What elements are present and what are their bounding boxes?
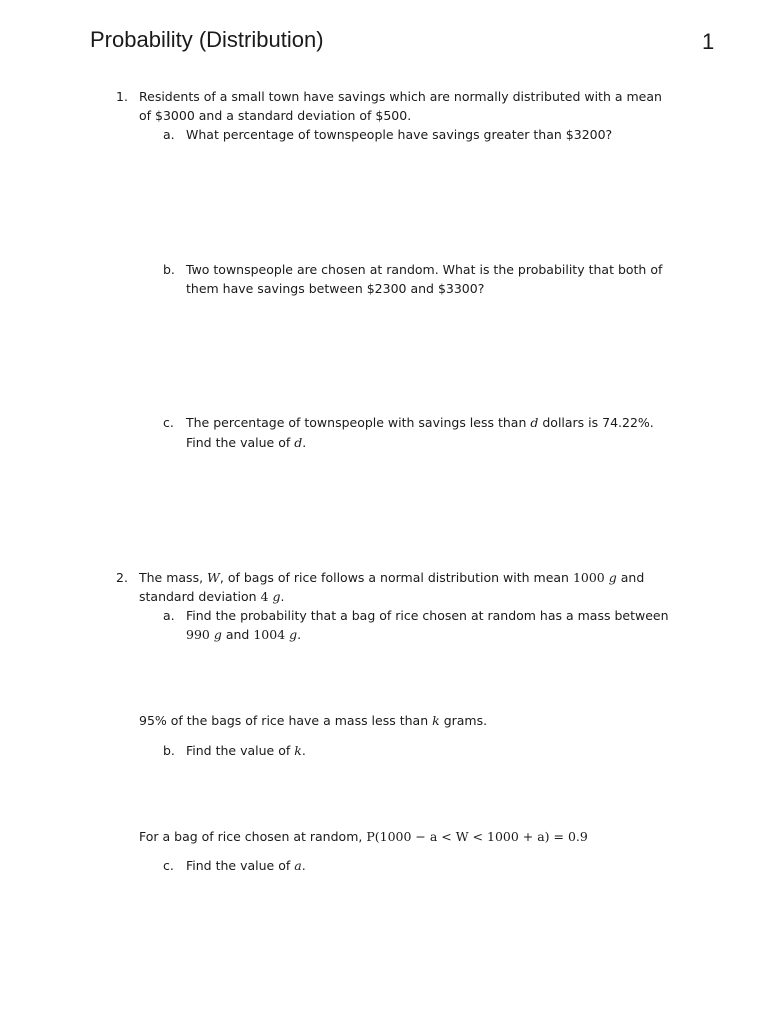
question-1c-line1 bbox=[186, 414, 654, 432]
probability-expression: P(1000 − a < W < 1000 + a) = 0.9 bbox=[366, 829, 588, 844]
unit-g: g bbox=[289, 627, 298, 642]
value-990: 990 bbox=[186, 627, 210, 642]
info-b-pre: 95% of the bags of rice have a mass less than bbox=[139, 713, 429, 728]
info-c-pre: For a bag of rice chosen at random, bbox=[139, 829, 363, 844]
and-word: and bbox=[225, 627, 250, 642]
page-number: 1 bbox=[702, 29, 715, 54]
question-2a-line1: Find the probability that a bag of rice chosen at random has a mass between bbox=[186, 608, 669, 623]
question-2c-pre: Find the value of bbox=[186, 858, 291, 873]
variable-a: a bbox=[294, 858, 302, 873]
question-1b-line2: them have savings between $2300 and $3300? bbox=[186, 281, 485, 296]
variable-d: d bbox=[294, 435, 303, 450]
variable-k: k bbox=[294, 743, 302, 758]
question-1b-label: b. bbox=[163, 262, 175, 277]
question-1-stem-line1: Residents of a small town have savings which are normally distributed with a mean bbox=[139, 89, 662, 104]
period: . bbox=[297, 627, 302, 642]
question-1c-line1-post: dollars is 74.22%. bbox=[542, 415, 654, 430]
period: . bbox=[301, 743, 306, 758]
info-b-post: grams. bbox=[443, 713, 488, 728]
sd-value: 4 bbox=[260, 589, 269, 604]
question-2b-pre: Find the value of bbox=[186, 743, 291, 758]
variable-k: k bbox=[432, 713, 440, 728]
question-2-number: 2. bbox=[116, 570, 128, 585]
question-2-info-b bbox=[139, 712, 487, 730]
question-1-stem-line2: of $3000 and a standard deviation of $500. bbox=[139, 108, 412, 123]
question-1c-line2 bbox=[186, 434, 306, 452]
question-1a-text: What percentage of townspeople have savings greater than $3200? bbox=[186, 127, 613, 142]
period: . bbox=[280, 589, 285, 604]
variable-d: d bbox=[530, 415, 539, 430]
unit-g: g bbox=[608, 570, 617, 585]
question-1a-label: a. bbox=[163, 127, 175, 142]
question-1c-line2-pre: Find the value of bbox=[186, 435, 291, 450]
question-2-stem-mid: , of bags of rice follows a normal distribution with mean bbox=[219, 570, 569, 585]
period: . bbox=[302, 435, 307, 450]
question-2-stem-line1 bbox=[139, 569, 644, 587]
question-1-number: 1. bbox=[116, 89, 128, 104]
period: . bbox=[301, 858, 306, 873]
question-2b-text bbox=[186, 742, 306, 760]
page-title: Probability (Distribution) bbox=[90, 27, 324, 52]
question-2c-text bbox=[186, 857, 306, 875]
question-2b-label: b. bbox=[163, 743, 175, 758]
question-2-stem-line2 bbox=[139, 588, 284, 606]
mean-value: 1000 bbox=[572, 570, 605, 585]
variable-W: W bbox=[207, 570, 220, 585]
question-2-stem-pre: The mass, bbox=[139, 570, 204, 585]
question-1b-line1: Two townspeople are chosen at random. What is the probability that both of bbox=[186, 262, 663, 277]
unit-g: g bbox=[213, 627, 222, 642]
question-2a-label: a. bbox=[163, 608, 175, 623]
value-1004: 1004 bbox=[253, 627, 286, 642]
question-2a-line2 bbox=[186, 626, 301, 644]
question-1c-label: c. bbox=[163, 415, 174, 430]
question-2-stem-post: and bbox=[620, 570, 645, 585]
question-2c-label: c. bbox=[163, 858, 174, 873]
question-2-stem2-pre: standard deviation bbox=[139, 589, 257, 604]
question-2-info-c bbox=[139, 828, 588, 846]
question-1c-line1-pre: The percentage of townspeople with savings less than bbox=[186, 415, 527, 430]
unit-g: g bbox=[272, 589, 281, 604]
